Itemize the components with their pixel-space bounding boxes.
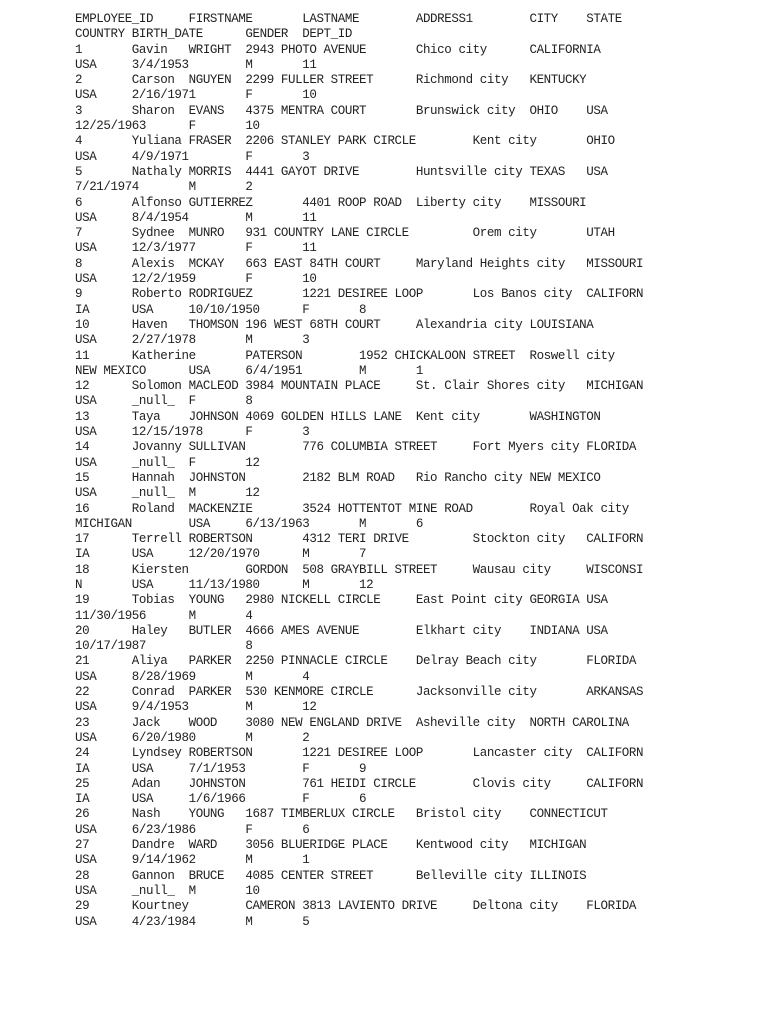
record-line: 9 Roberto RODRIGUEZ 1221 DESIREE LOOP Los Banos city CALIFORN — [75, 287, 644, 302]
record-line: USA 3/4/1953 M 11 — [75, 57, 317, 72]
record-line: USA 2/27/1978 M 3 — [75, 333, 310, 348]
record-line: 20 Haley BUTLER 4666 AMES AVENUE Elkhart city INDIANA USA — [75, 623, 608, 638]
record-line: 29 Kourtney CAMERON 3813 LAVIENTO DRIVE Deltona city FLORIDA — [75, 899, 636, 914]
record-line: IA USA 12/20/1970 M 7 — [75, 547, 367, 562]
record-line: IA USA 7/1/1953 F 9 — [75, 761, 367, 776]
record-line: USA 12/15/1978 F 3 — [75, 425, 310, 440]
record-line: USA _null_ F 8 — [75, 394, 253, 409]
record-line: 24 Lyndsey ROBERTSON 1221 DESIREE LOOP Lancaster city CALIFORN — [75, 746, 644, 761]
record-line: 17 Terrell ROBERTSON 4312 TERI DRIVE Stockton city CALIFORN — [75, 532, 644, 547]
record-line: NEW MEXICO USA 6/4/1951 M 1 — [75, 363, 423, 378]
record-line: 12 Solomon MACLEOD 3984 MOUNTAIN PLACE St. Clair Shores city MICHIGAN — [75, 379, 644, 394]
record-line: USA 12/2/1959 F 10 — [75, 272, 317, 287]
record-line: 22 Conrad PARKER 530 KENMORE CIRCLE Jacksonville city ARKANSAS — [75, 685, 644, 700]
record-line: 3 Sharon EVANS 4375 MENTRA COURT Brunswick city OHIO USA — [75, 103, 608, 118]
document-page — [75, 12, 695, 930]
record-line: USA _null_ M 10 — [75, 883, 260, 898]
record-line: 7/21/1974 M 2 — [75, 180, 253, 195]
record-line: 4 Yuliana FRASER 2206 STANLEY PARK CIRCLE Kent city OHIO — [75, 134, 615, 149]
record-line: 16 Roland MACKENZIE 3524 HOTTENTOT MINE ROAD Royal Oak city — [75, 501, 629, 516]
record-line: 11/30/1956 M 4 — [75, 608, 253, 623]
record-line: USA 4/9/1971 F 3 — [75, 149, 310, 164]
record-line: 26 Nash YOUNG 1687 TIMBERLUX CIRCLE Bristol city CONNECTICUT — [75, 807, 608, 822]
record-line: 13 Taya JOHNSON 4069 GOLDEN HILLS LANE Kent city WASHINGTON — [75, 409, 601, 424]
record-line: 15 Hannah JOHNSTON 2182 BLM ROAD Rio Rancho city NEW MEXICO — [75, 470, 601, 485]
record-line: 7 Sydnee MUNRO 931 COUNTRY LANE CIRCLE Orem city UTAH — [75, 226, 615, 241]
record-line: 6 Alfonso GUTIERREZ 4401 ROOP ROAD Liberty city MISSOURI — [75, 195, 587, 210]
header-line-2: COUNTRY BIRTH_DATE GENDER DEPT_ID — [75, 27, 352, 42]
record-line: N USA 11/13/1980 M 12 — [75, 577, 374, 592]
record-line: 11 Katherine PATERSON 1952 CHICKALOON STREET Roswell city — [75, 348, 615, 363]
record-line: 10 Haven THOMSON 196 WEST 68TH COURT Alexandria city LOUISIANA — [75, 317, 594, 332]
record-line: 23 Jack WOOD 3080 NEW ENGLAND DRIVE Asheville city NORTH CAROLINA — [75, 715, 629, 730]
header-line-1: EMPLOYEE_ID FIRSTNAME LASTNAME ADDRESS1 CITY STATE — [75, 12, 622, 26]
record-line: IA USA 1/6/1966 F 6 — [75, 792, 367, 807]
record-line: 5 Nathaly MORRIS 4441 GAYOT DRIVE Huntsville city TEXAS USA — [75, 164, 608, 179]
record-line: USA _null_ F 12 — [75, 455, 260, 470]
record-line: USA 9/4/1953 M 12 — [75, 700, 317, 715]
record-line: 28 Gannon BRUCE 4085 CENTER STREET Belleville city ILLINOIS — [75, 868, 587, 883]
record-line: 12/25/1963 F 10 — [75, 119, 260, 134]
record-line: 18 Kiersten GORDON 508 GRAYBILL STREET Wausau city WISCONSI — [75, 562, 644, 577]
record-line: 10/17/1987 8 — [75, 639, 253, 654]
record-line: MICHIGAN USA 6/13/1963 M 6 — [75, 516, 423, 531]
record-line: IA USA 10/10/1950 F 8 — [75, 302, 367, 317]
record-line: 27 Dandre WARD 3056 BLUERIDGE PLACE Kentwood city MICHIGAN — [75, 838, 587, 853]
record-line: 19 Tobias YOUNG 2980 NICKELL CIRCLE East Point city GEORGIA USA — [75, 593, 608, 608]
record-line: 2 Carson NGUYEN 2299 FULLER STREET Richmond city KENTUCKY — [75, 73, 587, 88]
record-line: USA 6/23/1986 F 6 — [75, 822, 310, 837]
record-line: USA 8/28/1969 M 4 — [75, 669, 310, 684]
record-line: 1 Gavin WRIGHT 2943 PHOTO AVENUE Chico city CALIFORNIA — [75, 42, 601, 57]
record-line: USA _null_ M 12 — [75, 486, 260, 501]
record-line: 25 Adan JOHNSTON 761 HEIDI CIRCLE Clovis city CALIFORN — [75, 776, 644, 791]
record-line: 14 Jovanny SULLIVAN 776 COLUMBIA STREET Fort Myers city FLORIDA — [75, 440, 636, 455]
record-line: USA 4/23/1984 M 5 — [75, 914, 310, 929]
record-line: USA 9/14/1962 M 1 — [75, 853, 310, 868]
record-line: 8 Alexis MCKAY 663 EAST 84TH COURT Maryland Heights city MISSOURI — [75, 256, 644, 271]
record-line: USA 12/3/1977 F 11 — [75, 241, 317, 256]
record-line: USA 8/4/1954 M 11 — [75, 210, 317, 225]
record-line: 21 Aliya PARKER 2250 PINNACLE CIRCLE Delray Beach city FLORIDA — [75, 654, 636, 669]
record-line: USA 2/16/1971 F 10 — [75, 88, 317, 103]
record-line: USA 6/20/1980 M 2 — [75, 730, 310, 745]
